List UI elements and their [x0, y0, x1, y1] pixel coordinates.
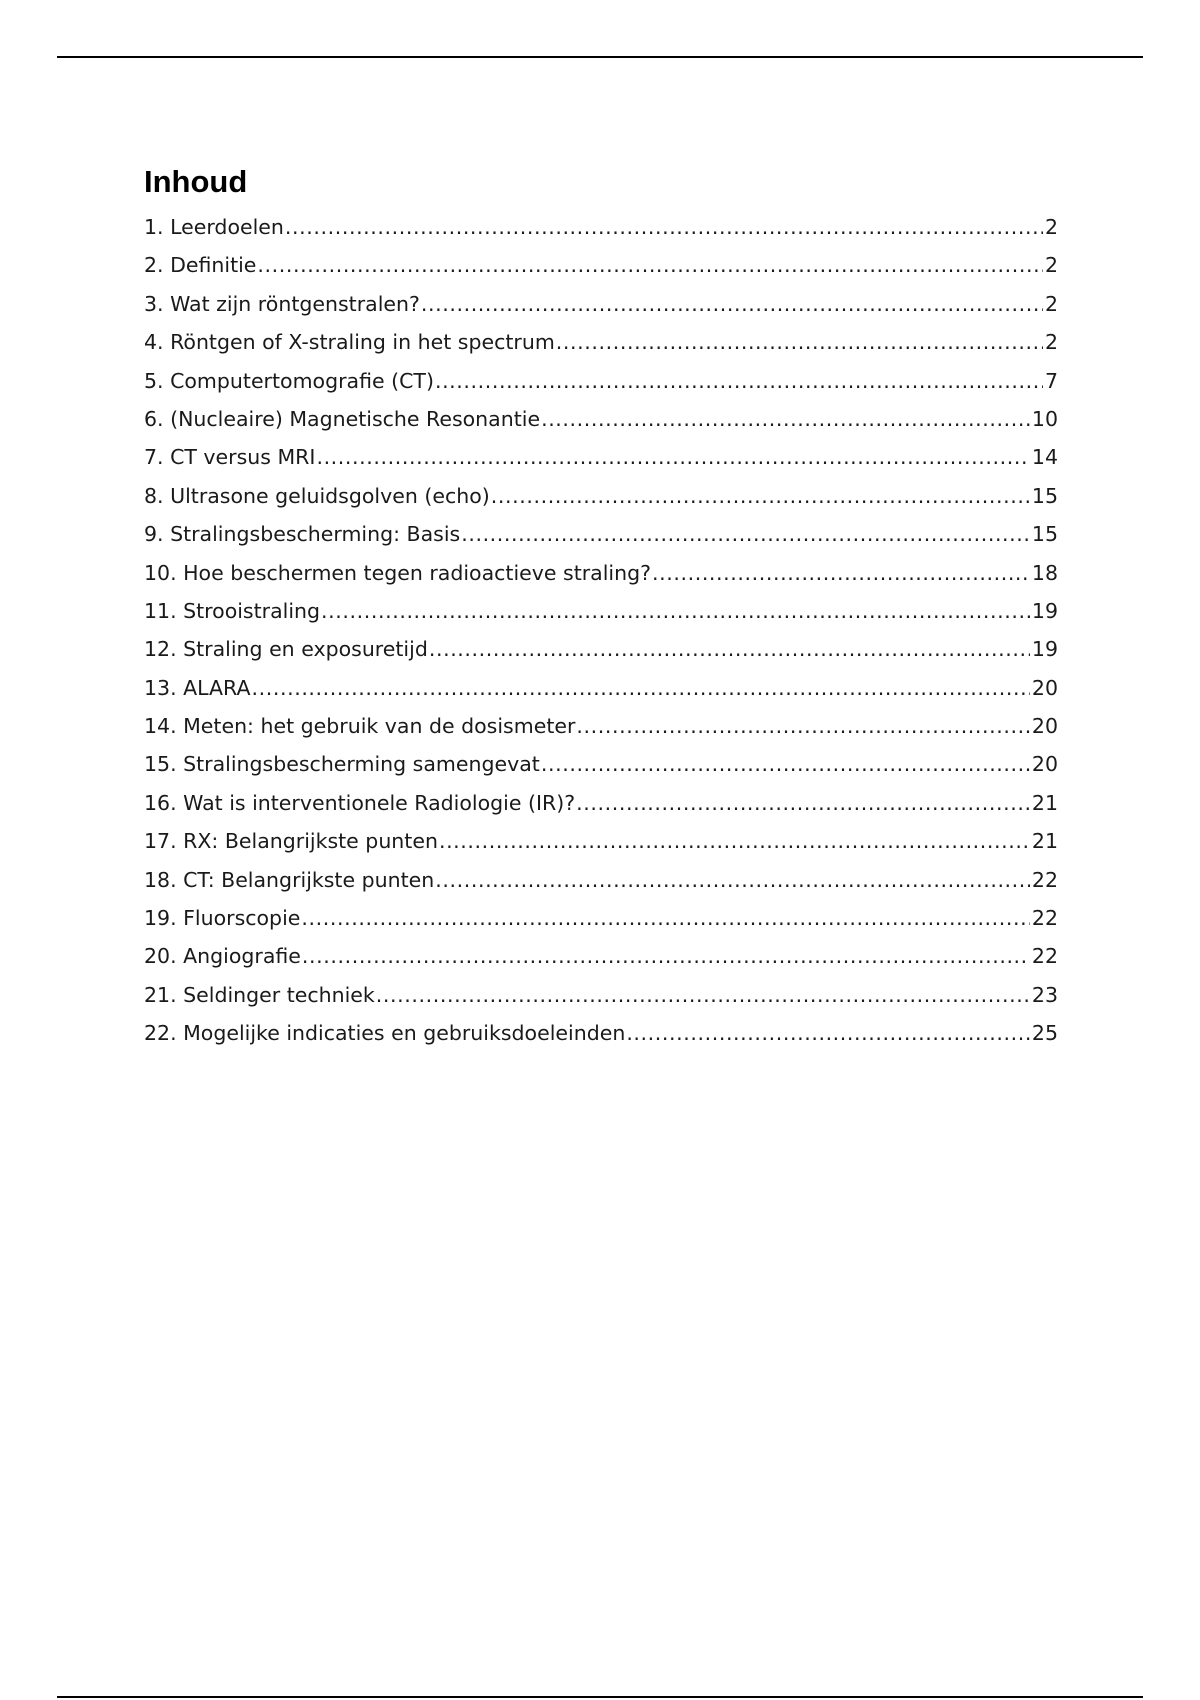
toc-entry[interactable] — [144, 329, 1058, 367]
toc-entry-label[interactable]: 1. Leerdoelen — [144, 215, 284, 239]
toc-dot-leader — [491, 483, 1030, 509]
toc-entry[interactable] — [144, 214, 1058, 252]
toc-entry[interactable] — [144, 444, 1058, 482]
toc-entry[interactable] — [144, 521, 1058, 559]
toc-entry-page-number[interactable]: 2 — [1044, 291, 1058, 316]
toc-dot-leader — [252, 675, 1030, 701]
toc-entry[interactable] — [144, 982, 1058, 1020]
toc-dot-leader — [301, 905, 1030, 931]
toc-entry-label[interactable]: 16. Wat is interventionele Radiologie (IR)? — [144, 790, 576, 815]
toc-entry-page-number[interactable]: 22 — [1031, 944, 1058, 969]
toc-entry-page-number[interactable]: 15 — [1031, 522, 1058, 547]
toc-entry-label[interactable]: 7. CT versus MRI — [144, 445, 316, 470]
toc-entry-label[interactable]: 22. Mogelijke indicaties en gebruiksdoeleinden — [144, 1021, 626, 1046]
toc-entry-label[interactable]: 11. Strooistraling — [144, 598, 321, 623]
toc-entry-page-number[interactable]: 10 — [1031, 406, 1058, 431]
table-of-contents — [144, 164, 1058, 1059]
footer-rule — [57, 1696, 1143, 1698]
toc-entry[interactable] — [144, 828, 1058, 866]
toc-entry-page-number[interactable]: 18 — [1031, 560, 1058, 585]
toc-entry-page-number[interactable]: 20 — [1031, 675, 1058, 700]
toc-entry[interactable] — [144, 867, 1058, 905]
toc-entry-label[interactable]: 19. Fluorscopie — [144, 906, 301, 931]
toc-entry-label[interactable]: 8. Ultrasone geluidsgolven (echo) — [144, 483, 490, 508]
toc-entry[interactable] — [144, 368, 1058, 406]
toc-entry[interactable] — [144, 636, 1058, 674]
toc-entry-label[interactable]: 2. Definitie — [144, 253, 257, 278]
toc-list — [144, 214, 1058, 1059]
toc-dot-leader — [321, 598, 1030, 624]
toc-dot-leader — [652, 560, 1030, 586]
toc-entry[interactable] — [144, 560, 1058, 598]
toc-entry-label[interactable]: 14. Meten: het gebruik van de dosismeter — [144, 714, 576, 739]
toc-entry-page-number[interactable]: 20 — [1031, 714, 1058, 739]
toc-entry-page-number[interactable]: 22 — [1031, 906, 1058, 931]
header-rule — [57, 56, 1143, 58]
toc-entry[interactable] — [144, 598, 1058, 636]
toc-entry-page-number[interactable]: 22 — [1031, 867, 1058, 892]
toc-dot-leader — [316, 444, 1029, 470]
toc-entry-label[interactable]: 6. (Nucleaire) Magnetische Resonantie — [144, 406, 541, 431]
toc-dot-leader — [576, 713, 1030, 739]
toc-dot-leader — [302, 943, 1030, 969]
toc-entry-label[interactable]: 3. Wat zijn röntgenstralen? — [144, 291, 420, 316]
toc-entry[interactable] — [144, 252, 1058, 290]
toc-entry-label[interactable]: 13. ALARA — [144, 675, 251, 700]
toc-dot-leader — [626, 1020, 1030, 1046]
toc-entry-page-number[interactable]: 19 — [1031, 598, 1058, 623]
toc-entry-label[interactable]: 4. Röntgen of X-straling in het spectrum — [144, 330, 555, 355]
toc-dot-leader — [435, 368, 1043, 394]
toc-entry[interactable] — [144, 483, 1058, 521]
toc-dot-leader — [435, 867, 1030, 893]
toc-entry-page-number[interactable]: 19 — [1031, 637, 1058, 662]
toc-dot-leader — [257, 252, 1043, 278]
toc-dot-leader — [576, 790, 1030, 816]
toc-entry[interactable] — [144, 790, 1058, 828]
toc-entry-page-number[interactable]: 15 — [1031, 483, 1058, 508]
toc-entry-label[interactable]: 5. Computertomografie (CT) — [144, 368, 434, 393]
toc-entry-label[interactable]: 10. Hoe beschermen tegen radioactieve straling? — [144, 560, 651, 585]
toc-entry-page-number[interactable]: 25 — [1031, 1021, 1058, 1046]
toc-dot-leader — [541, 751, 1030, 777]
toc-entry[interactable] — [144, 406, 1058, 444]
toc-entry-page-number[interactable]: 20 — [1031, 752, 1058, 777]
toc-dot-leader — [461, 521, 1030, 547]
toc-dot-leader — [556, 329, 1043, 355]
toc-entry-page-number[interactable]: 14 — [1031, 445, 1058, 470]
toc-entry[interactable] — [144, 1020, 1058, 1058]
toc-entry[interactable] — [144, 943, 1058, 981]
toc-entry-label[interactable]: 18. CT: Belangrijkste punten — [144, 867, 435, 892]
toc-entry[interactable] — [144, 905, 1058, 943]
toc-dot-leader — [541, 406, 1030, 432]
toc-entry-page-number[interactable]: 23 — [1031, 982, 1058, 1007]
toc-entry[interactable] — [144, 291, 1058, 329]
toc-entry-label[interactable]: 20. Angiografie — [144, 944, 301, 969]
toc-entry[interactable] — [144, 675, 1058, 713]
toc-entry-page-number[interactable]: 2 — [1044, 215, 1058, 239]
toc-title: Inhoud — [144, 164, 248, 199]
toc-entry-page-number[interactable]: 7 — [1044, 368, 1058, 393]
toc-entry-label[interactable]: 17. RX: Belangrijkste punten — [144, 829, 438, 854]
toc-entry-label[interactable]: 12. Straling en exposuretijd — [144, 637, 428, 662]
toc-entry[interactable] — [144, 751, 1058, 789]
toc-entry-page-number[interactable]: 21 — [1031, 790, 1058, 815]
toc-dot-leader — [285, 214, 1043, 240]
toc-entry-label[interactable]: 9. Stralingsbescherming: Basis — [144, 522, 461, 547]
toc-entry-page-number[interactable]: 21 — [1031, 829, 1058, 854]
toc-dot-leader — [376, 982, 1030, 1008]
toc-dot-leader — [429, 636, 1030, 662]
toc-entry-label[interactable]: 15. Stralingsbescherming samengevat — [144, 752, 540, 777]
toc-entry-page-number[interactable]: 2 — [1044, 330, 1058, 355]
toc-entry-page-number[interactable]: 2 — [1044, 253, 1058, 278]
toc-entry[interactable] — [144, 713, 1058, 751]
toc-dot-leader — [421, 291, 1043, 317]
toc-dot-leader — [439, 828, 1030, 854]
toc-entry-label[interactable]: 21. Seldinger techniek — [144, 982, 375, 1007]
